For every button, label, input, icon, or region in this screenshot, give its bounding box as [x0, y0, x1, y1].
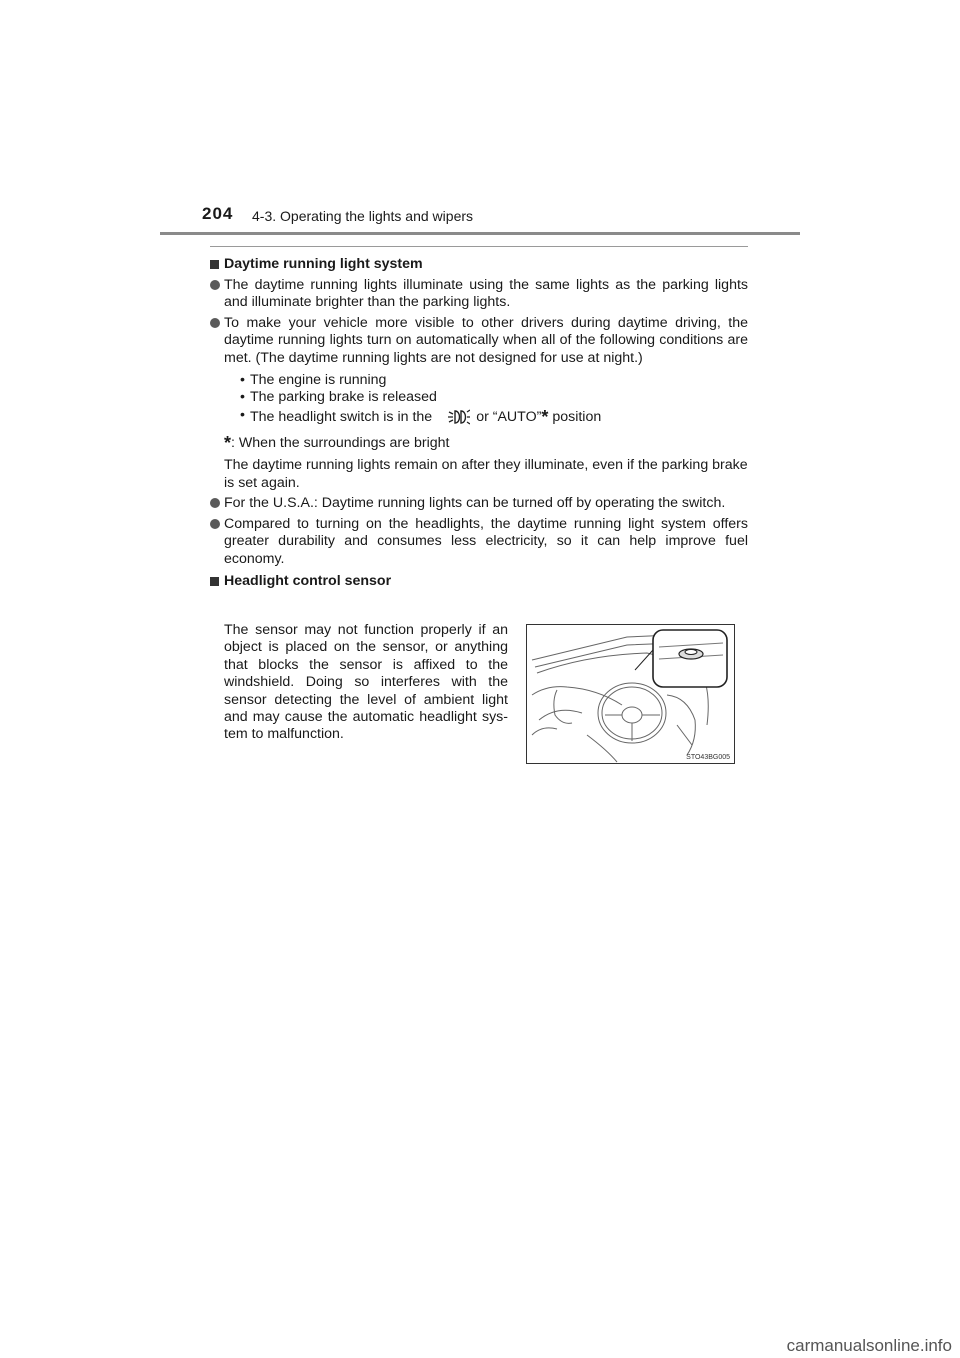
dashboard-illustration	[526, 624, 735, 764]
drl-bullet-4	[210, 516, 748, 569]
square-bullet-icon	[210, 260, 219, 269]
drl-heading	[210, 256, 748, 274]
condition-item: • The engine is running	[240, 371, 387, 388]
condition-text: The parking brake is released	[250, 389, 437, 406]
footer-watermark: carmanualsonline.info	[786, 1336, 952, 1355]
remain-paragraph: The daytime running lights remain on after they illuminate, even if the parking brake is set again.	[224, 456, 748, 491]
footnote-star: *	[224, 433, 232, 454]
drl-bullet-2	[210, 315, 748, 431]
drl-bullet-1-text: The daytime running lights illuminate using the same lights as the parking lights and illuminate brighter than the parking lights.	[224, 276, 748, 311]
page-number: 204	[202, 204, 234, 223]
condition-item: • The parking brake is released	[240, 389, 437, 406]
figure-code: STO43BG005	[686, 754, 730, 761]
condition-text-auto: or “AUTO”	[476, 408, 542, 425]
conditions-list	[224, 372, 748, 431]
circle-bullet-icon	[210, 498, 220, 508]
dashboard-drawing	[527, 625, 734, 763]
main-content	[210, 256, 748, 593]
circle-bullet-icon	[210, 318, 220, 328]
drl-bullet-4-text: Compared to turning on the headlights, the daytime running light system offers greater durability and consumes less electricity, so it can help improve fuel economy.	[224, 515, 748, 567]
sensor-heading	[210, 573, 748, 591]
condition-text-end: position	[552, 408, 602, 425]
square-bullet-icon	[210, 577, 219, 586]
condition-text: The headlight switch is in the	[250, 408, 433, 425]
section-title: 4-3. Operating the lights and wipers	[252, 208, 474, 224]
section-divider	[210, 246, 748, 247]
drl-bullet-2-text: To make your vehicle more visible to other drivers during daytime driving, the daytime running lights turn on automatically when all of the following conditions are met. (The daytime running lights are not designed for use at night.)	[224, 314, 748, 366]
sensor-heading-text: Headlight control sensor	[224, 572, 392, 589]
footnote	[210, 433, 748, 453]
circle-bullet-icon	[210, 519, 220, 529]
footnote-mark: *	[541, 406, 549, 427]
drl-bullet-3	[210, 495, 748, 513]
condition-text: The engine is running	[250, 371, 387, 388]
footnote-text: : When the surroundings are bright	[231, 435, 450, 452]
sensor-paragraph: The sensor may not function properly if an object is placed on the sensor, or anything that blocks the sensor is affixed to the windshield. Doing so interferes with the sensor detecting the level of ambient light and may cause the automatic headlight sys-tem to malfunction.	[224, 622, 508, 743]
headlight-symbol-icon	[446, 409, 470, 431]
condition-item: • The headlight switch is in the or “AUTO”* position	[240, 407, 748, 431]
header-divider	[160, 232, 800, 235]
drl-bullet-3-text: For the U.S.A.: Daytime running lights can be turned off by operating the switch.	[224, 495, 726, 512]
drl-heading-text: Daytime running light system	[224, 256, 423, 272]
drl-bullet-1	[210, 277, 748, 312]
circle-bullet-icon	[210, 280, 220, 290]
